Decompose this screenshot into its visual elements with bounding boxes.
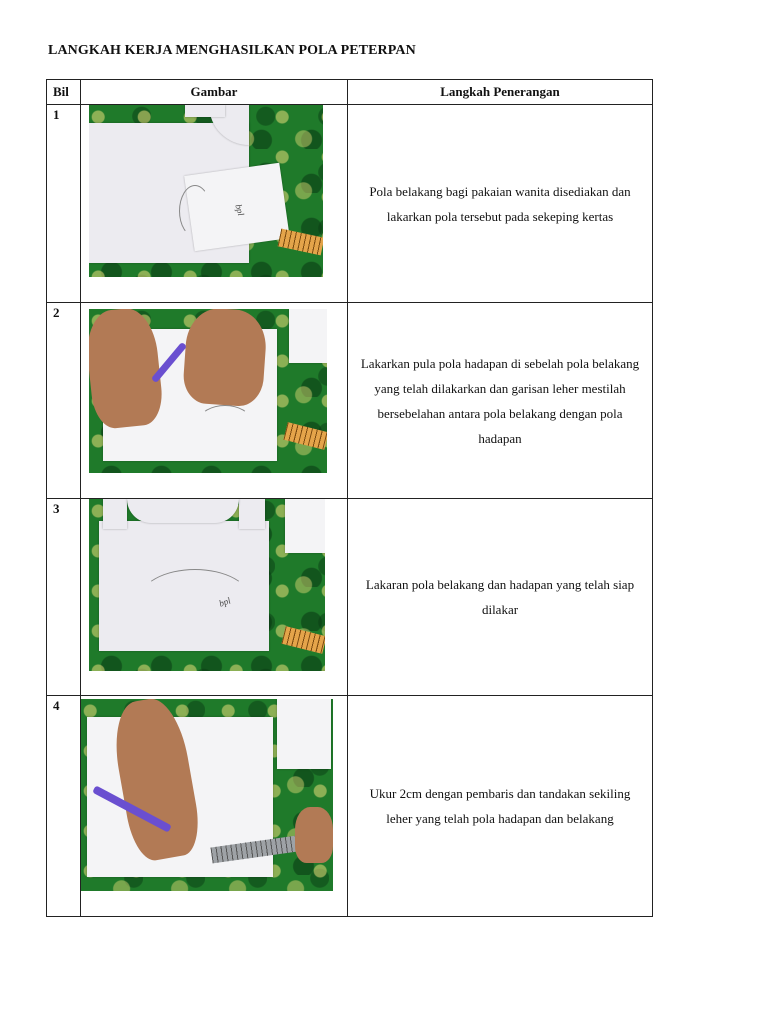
steps-table xyxy=(46,79,653,917)
table-header-row xyxy=(47,80,653,105)
table-row xyxy=(47,499,653,696)
photo-image: bpl xyxy=(89,105,323,277)
photo-cell xyxy=(81,499,348,696)
photo-cell xyxy=(81,105,348,303)
table-row xyxy=(47,303,653,499)
row-number: 4 xyxy=(47,696,81,917)
header-bil: Bil xyxy=(47,80,81,105)
row-number: 2 xyxy=(47,303,81,499)
header-gambar: Gambar xyxy=(81,80,348,105)
step-description: Pola belakang bagi pakaian wanita disediakan dan lakarkan pola tersebut pada sekeping kertas xyxy=(348,105,653,303)
photo-cell xyxy=(81,303,348,499)
photo-cell xyxy=(81,696,348,917)
photo-image xyxy=(89,309,327,473)
step-description: Lakaran pola belakang dan hadapan yang telah siap dilakar xyxy=(348,499,653,696)
photo-image xyxy=(81,699,333,891)
row-number: 1 xyxy=(47,105,81,303)
document-title: LANGKAH KERJA MENGHASILKAN POLA PETERPAN xyxy=(48,43,416,58)
row-number: 3 xyxy=(47,499,81,696)
table-row xyxy=(47,105,653,303)
table-row xyxy=(47,696,653,917)
header-langkah: Langkah Penerangan xyxy=(348,80,653,105)
photo-image: bpl xyxy=(89,499,325,671)
step-description: Ukur 2cm dengan pembaris dan tandakan sekiling leher yang telah pola hadapan dan belakang xyxy=(348,696,653,917)
step-description: Lakarkan pula pola hadapan di sebelah pola belakang yang telah dilakarkan dan garisan leher mestilah bersebelahan antara pola belakang dengan pola hadapan xyxy=(348,303,653,499)
